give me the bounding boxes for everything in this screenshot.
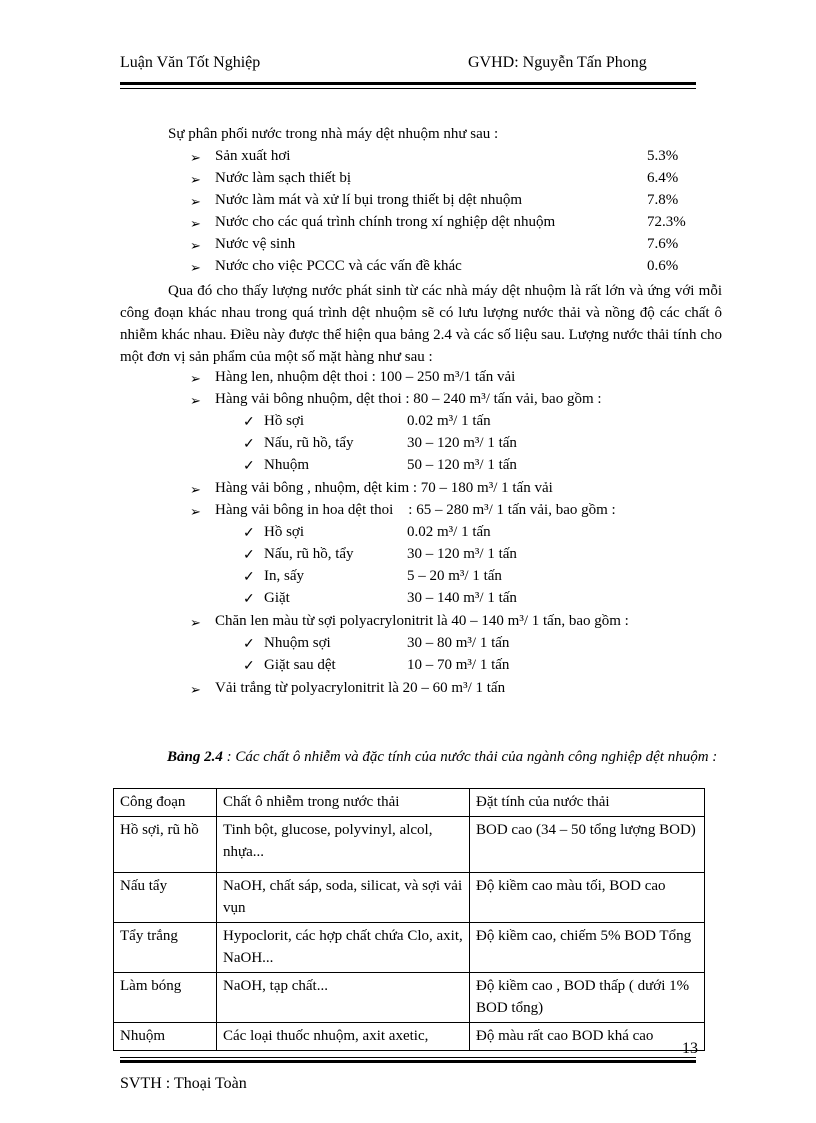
- list-item-value: 5.3%: [647, 148, 679, 164]
- sub-item-value: 0.02 m³/ 1 tấn: [407, 524, 491, 540]
- table-cell: Độ màu rất cao BOD khá cao: [470, 1023, 705, 1051]
- sub-item-label: Giặt sau dệt: [264, 657, 336, 673]
- table-row: [114, 873, 705, 923]
- list-item-value: 7.8%: [647, 192, 679, 208]
- table-cell: BOD cao (34 – 50 tổng lượng BOD): [470, 817, 705, 873]
- list-item-label: Nước làm mát và xử lí bụi trong thiết bị dệt nhuộm: [215, 192, 523, 208]
- pollutant-table: [113, 788, 705, 1051]
- sub-item-value: 30 – 140 m³/ 1 tấn: [407, 590, 517, 606]
- table-header-row: [114, 789, 705, 817]
- list-item-label: Nước làm sạch thiết bị: [215, 170, 352, 186]
- sub-item-label: Nhuộm sợi: [264, 635, 331, 651]
- list-item-value: 0.6%: [647, 258, 679, 274]
- sub-item-value: 30 – 120 m³/ 1 tấn: [407, 546, 517, 562]
- list-item-label: Nước cho việc PCCC và các vấn đề khác: [215, 258, 462, 274]
- arrow-bullet-icon: ➢: [190, 260, 201, 275]
- header-rule-thick: [120, 82, 696, 85]
- table-cell: Độ kiềm cao , BOD thấp ( dưới 1% BOD tổng): [470, 973, 705, 1023]
- list-item-value: 7.6%: [647, 236, 679, 252]
- table-cell: Các loại thuốc nhuộm, axit axetic,: [217, 1023, 470, 1051]
- table-cell: Tinh bột, glucose, polyvinyl, alcol, nhựa...: [217, 817, 470, 873]
- footer-rule-thin: [120, 1057, 696, 1058]
- check-bullet-icon: ✓: [243, 659, 255, 674]
- list-item-label: Nước cho các quá trình chính trong xí nghiệp dệt nhuộm: [215, 214, 556, 230]
- body-paragraph: Qua đó cho thấy lượng nước phát sinh từ các nhà máy dệt nhuộm là rất lớn và ứng với mỗi công đoạn khác nhau trong quá trình dệt nhuộm sẽ có lưu lượng nước thải và nồng độ các chất ô nhiễm khác nhau. Điều này được thể hiện qua bảng 2.4 và các số liệu sau. Lượng nước thải tính cho một đơn vị sản phẩm của một số mặt hàng như sau :: [120, 283, 722, 365]
- list-item-label: Nước vệ sinh: [215, 236, 296, 252]
- arrow-bullet-icon: ➢: [190, 194, 201, 209]
- arrow-bullet-icon: ➢: [190, 615, 201, 630]
- arrow-bullet-icon: ➢: [190, 371, 201, 386]
- arrow-bullet-icon: ➢: [190, 482, 201, 497]
- sub-item-value: 0.02 m³/ 1 tấn: [407, 413, 491, 429]
- footer-left: SVTH : Thoại Toàn: [120, 1075, 247, 1092]
- table-cell: Làm bóng: [114, 973, 217, 1023]
- table-header-cell: Chất ô nhiễm trong nước thải: [217, 789, 470, 817]
- check-bullet-icon: ✓: [243, 548, 255, 563]
- arrow-bullet-icon: ➢: [190, 504, 201, 519]
- arrow-bullet-icon: ➢: [190, 238, 201, 253]
- list-item-value: 6.4%: [647, 170, 679, 186]
- header-rule-thin: [120, 88, 696, 89]
- table-row: [114, 973, 705, 1023]
- table-row: [114, 817, 705, 873]
- arrow-bullet-icon: ➢: [190, 393, 201, 408]
- header-left: Luận Văn Tốt Nghiệp: [120, 54, 261, 71]
- table-cell: Nhuộm: [114, 1023, 217, 1051]
- table-header-cell: Công đoạn: [114, 789, 217, 817]
- sub-item-label: Hồ sợi: [264, 524, 305, 540]
- check-bullet-icon: ✓: [243, 570, 255, 585]
- product-item: Hàng vải bông in hoa dệt thoi : 65 – 280 m³/ 1 tấn vải, bao gồm :: [215, 502, 616, 518]
- table-caption-text: : Các chất ô nhiễm và đặc tính của nước thải của ngành công nghiệp dệt nhuộm :: [222, 749, 718, 765]
- intro-text: Sự phân phối nước trong nhà máy dệt nhuộm như sau :: [168, 126, 499, 142]
- product-item: Vải trắng từ polyacrylonitrit là 20 – 60 m³/ 1 tấn: [215, 680, 506, 696]
- page-number: 13: [682, 1040, 698, 1057]
- sub-item-label: Nấu, rũ hồ, tẩy: [264, 546, 354, 562]
- footer-rule-thick: [120, 1060, 696, 1063]
- check-bullet-icon: ✓: [243, 437, 255, 452]
- arrow-bullet-icon: ➢: [190, 216, 201, 231]
- table-cell: Hồ sợi, rũ hồ: [114, 817, 217, 873]
- product-item: Hàng vải bông , nhuộm, dệt kim : 70 – 180 m³/ 1 tấn vải: [215, 480, 553, 496]
- table-caption-label: Bảng 2.4: [167, 749, 223, 765]
- table-cell: Nấu tẩy: [114, 873, 217, 923]
- check-bullet-icon: ✓: [243, 415, 255, 430]
- sub-item-label: Nấu, rũ hồ, tẩy: [264, 435, 354, 451]
- check-bullet-icon: ✓: [243, 526, 255, 541]
- product-item: Chăn len màu từ sợi polyacrylonitrit là 40 – 140 m³/ 1 tấn, bao gồm :: [215, 613, 629, 629]
- check-bullet-icon: ✓: [243, 592, 255, 607]
- check-bullet-icon: ✓: [243, 637, 255, 652]
- arrow-bullet-icon: ➢: [190, 172, 201, 187]
- sub-item-value: 50 – 120 m³/ 1 tấn: [407, 457, 517, 473]
- table-header-cell: Đặt tính của nước thải: [470, 789, 705, 817]
- product-item: Hàng vải bông nhuộm, dệt thoi : 80 – 240 m³/ tấn vải, bao gồm :: [215, 391, 602, 407]
- product-item: Hàng len, nhuộm dệt thoi : 100 – 250 m³/1 tấn vải: [215, 369, 516, 385]
- table-cell: Độ kiềm cao màu tối, BOD cao: [470, 873, 705, 923]
- header-right: GVHD: Nguyễn Tấn Phong: [468, 54, 647, 71]
- table-cell: Hypoclorit, các hợp chất chứa Clo, axit, NaOH...: [217, 923, 470, 973]
- list-item-value: 72.3%: [647, 214, 686, 230]
- table-row: [114, 923, 705, 973]
- table-cell: Độ kiềm cao, chiếm 5% BOD Tổng: [470, 923, 705, 973]
- arrow-bullet-icon: ➢: [190, 682, 201, 697]
- sub-item-value: 10 – 70 m³/ 1 tấn: [407, 657, 510, 673]
- sub-item-value: 5 – 20 m³/ 1 tấn: [407, 568, 502, 584]
- check-bullet-icon: ✓: [243, 459, 255, 474]
- sub-item-value: 30 – 120 m³/ 1 tấn: [407, 435, 517, 451]
- table-cell: NaOH, tạp chất...: [217, 973, 470, 1023]
- arrow-bullet-icon: ➢: [190, 150, 201, 165]
- sub-item-value: 30 – 80 m³/ 1 tấn: [407, 635, 510, 651]
- list-item-label: Sản xuất hơi: [215, 148, 291, 164]
- sub-item-label: Hồ sợi: [264, 413, 305, 429]
- sub-item-label: In, sấy: [264, 568, 304, 584]
- table-cell: Tẩy trắng: [114, 923, 217, 973]
- sub-item-label: Nhuộm: [264, 457, 309, 473]
- sub-item-label: Giặt: [264, 590, 290, 606]
- table-row: [114, 1023, 705, 1051]
- table-caption: [167, 746, 727, 768]
- table-cell: NaOH, chất sáp, soda, silicat, và sợi vải vụn: [217, 873, 470, 923]
